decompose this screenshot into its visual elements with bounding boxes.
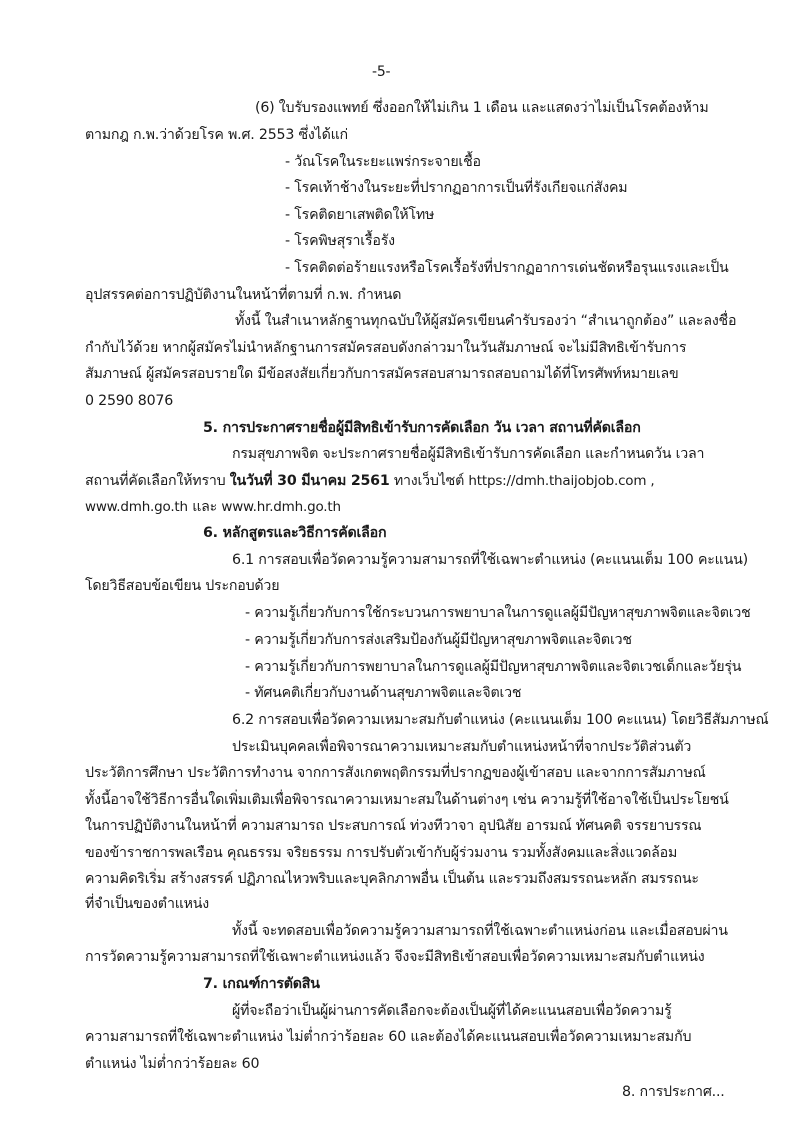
section62-para: ในการปฏิบัติงานในหน้าที่ ความสามารถ ประสบการณ์ ท่วงทีวาจา อุปนิสัย อารมณ์ ทัศนคติ จรรยาบรรณ [85,818,702,834]
disease-item: - โรคเท้าช้างในระยะที่ปรากฏอาการเป็นที่รังเกียจแก่สังคม [285,180,628,196]
section5-line2 [85,471,655,491]
announce-date: ในวันที่ 30 มีนาคม 2561 [229,473,390,489]
section6-note-line2: การวัดความรู้ความสามารถที่ใช้เฉพาะตำแหน่งแล้ว จึงจะมีสิทธิเข้าสอบเพื่อวัดความเหมาะสมกับตำแหน่ง [85,949,705,965]
section5-text: และ [187,499,222,515]
exam-topic: - ทัศนคติเกี่ยวกับงานด้านสุขภาพจิตและจิตเวช [245,685,522,701]
section7-line3: ตำแหน่ง ไม่ต่ำกว่าร้อยละ 60 [85,1056,260,1072]
item6-line2: ตามกฎ ก.พ.ว่าด้วยโรค พ.ศ. 2553 ซึ่งได้แก่ [85,127,348,143]
exam-topic: - ความรู้เกี่ยวกับการพยาบาลในการดูแลผู้มีปัญหาสุขภาพจิตและจิตเวชเด็กและวัยรุ่น [245,659,742,675]
section62-line1: 6.2 การสอบเพื่อวัดความเหมาะสมกับตำแหน่ง (คะแนนเต็ม 100 คะแนน) โดยวิธีสัมภาษณ์ [232,712,769,728]
section62-para: ประเมินบุคคลเพื่อพิจารณาความเหมาะสมกับตำแหน่งหน้าที่จากประวัติส่วนตัว [232,739,692,755]
exam-topic: - ความรู้เกี่ยวกับการใช้กระบวนการพยาบาลในการดูแลผู้มีปัญหาสุขภาพจิตและจิตเวช [245,605,751,621]
disease-item-cont: อุปสรรคต่อการปฏิบัติงานในหน้าที่ตามที่ ก.พ. กำหนด [85,287,402,303]
section62-para: ที่จำเป็นของตำแหน่ง [85,896,210,912]
disease-item: - วัณโรคในระยะแพร่กระจายเชื้อ [285,154,481,170]
section5-line1: กรมสุขภาพจิต จะประกาศรายชื่อผู้มีสิทธิเข้ารับการคัดเลือก และกำหนดวัน เวลา [232,446,705,462]
note-line3: สัมภาษณ์ ผู้สมัครสอบรายใด มีข้อสงสัยเกี่ยวกับการสมัครสอบสามารถสอบถามได้ที่โทรศัพท์หมายเลข [85,366,679,382]
website-link-hr-dmh[interactable]: www.hr.dmh.go.th [221,499,341,515]
section62-para: ประวัติการศึกษา ประวัติการทำงาน จากการสังเกตพฤติกรรมที่ปรากฏของผู้เข้าสอบ และจากการสัมภาษณ์ [85,765,706,781]
section7-line1: ผู้ที่จะถือว่าเป็นผู้ผ่านการคัดเลือกจะต้องเป็นผู้ที่ได้คะแนนสอบเพื่อวัดความรู้ [232,1003,672,1019]
continuation-text: 8. การประกาศ... [622,1084,725,1100]
section5-heading: 5. การประกาศรายชื่อผู้มีสิทธิเข้ารับการคัดเลือก วัน เวลา สถานที่คัดเลือก [203,420,641,436]
website-link-thaijobjob[interactable]: https://dmh.thaijobjob.com , [468,473,655,489]
section7-line2: ความสามารถที่ใช้เฉพาะตำแหน่ง ไม่ต่ำกว่าร้อยละ 60 และต้องได้คะแนนสอบเพื่อวัดความเหมาะสมกับ [85,1029,692,1045]
section61-line2: โดยวิธีสอบข้อเขียน ประกอบด้วย [85,578,280,594]
section62-para: ของข้าราชการพลเรือน คุณธรรม จริยธรรม การปรับตัวเข้ากับผู้ร่วมงาน รวมทั้งสังคมและสิ่งแวดล้อม [85,845,678,861]
note-line1: ทั้งนี้ ในสำเนาหลักฐานทุกฉบับให้ผู้สมัครเขียนคำรับรองว่า “สำเนาถูกต้อง” และลงชื่อ [235,313,737,329]
page-number: -5- [372,64,391,80]
exam-topic: - ความรู้เกี่ยวกับการส่งเสริมป้องกันผู้มีปัญหาสุขภาพจิตและจิตเวช [245,632,632,648]
section6-note-line1: ทั้งนี้ จะทดสอบเพื่อวัดความรู้ความสามารถที่ใช้เฉพาะตำแหน่งก่อน และเมื่อสอบผ่าน [232,923,728,939]
disease-item: - โรคพิษสุราเรื้อรัง [285,233,395,249]
section5-line3 [85,497,341,517]
phone-number: 0 2590 8076 [85,393,174,409]
disease-item: - โรคติดยาเสพติดให้โทษ [285,207,435,223]
website-link-dmh[interactable]: www.dmh.go.th [85,499,188,515]
section5-text: ทางเว็บไซต์ [389,473,469,489]
section61-line1: 6.1 การสอบเพื่อวัดความรู้ความสามารถที่ใช้เฉพาะตำแหน่ง (คะแนนเต็ม 100 คะแนน) [232,552,748,568]
section5-text: สถานที่คัดเลือกให้ทราบ [85,473,230,489]
section7-heading: 7. เกณฑ์การตัดสิน [203,976,320,992]
section62-para: ความคิดริเริ่ม สร้างสรรค์ ปฏิภาณไหวพริบและบุคลิกภาพอื่น เป็นต้น และรวมถึงสมรรถนะหลัก สมรรถนะ [85,871,699,887]
note-line2: กำกับไว้ด้วย หากผู้สมัครไม่นำหลักฐานการสมัครสอบดังกล่าวมาในวันสัมภาษณ์ จะไม่มีสิทธิเข้ารับการ [85,340,687,356]
disease-item: - โรคติดต่อร้ายแรงหรือโรคเรื้อรังที่ปรากฏอาการเด่นชัดหรือรุนแรงและเป็น [285,260,729,276]
section6-heading: 6. หลักสูตรและวิธีการคัดเลือก [203,525,387,541]
section62-para: ทั้งนี้อาจใช้วิธีการอื่นใดเพิ่มเติมเพื่อพิจารณาความเหมาะสมในด้านต่างๆ เช่น ความรู้ที่ใช้อาจใช้เป็นประโยชน์ [85,792,729,808]
item6-line1: (6) ใบรับรองแพทย์ ซึ่งออกให้ไม่เกิน 1 เดือน และแสดงว่าไม่เป็นโรคต้องห้าม [255,100,709,116]
